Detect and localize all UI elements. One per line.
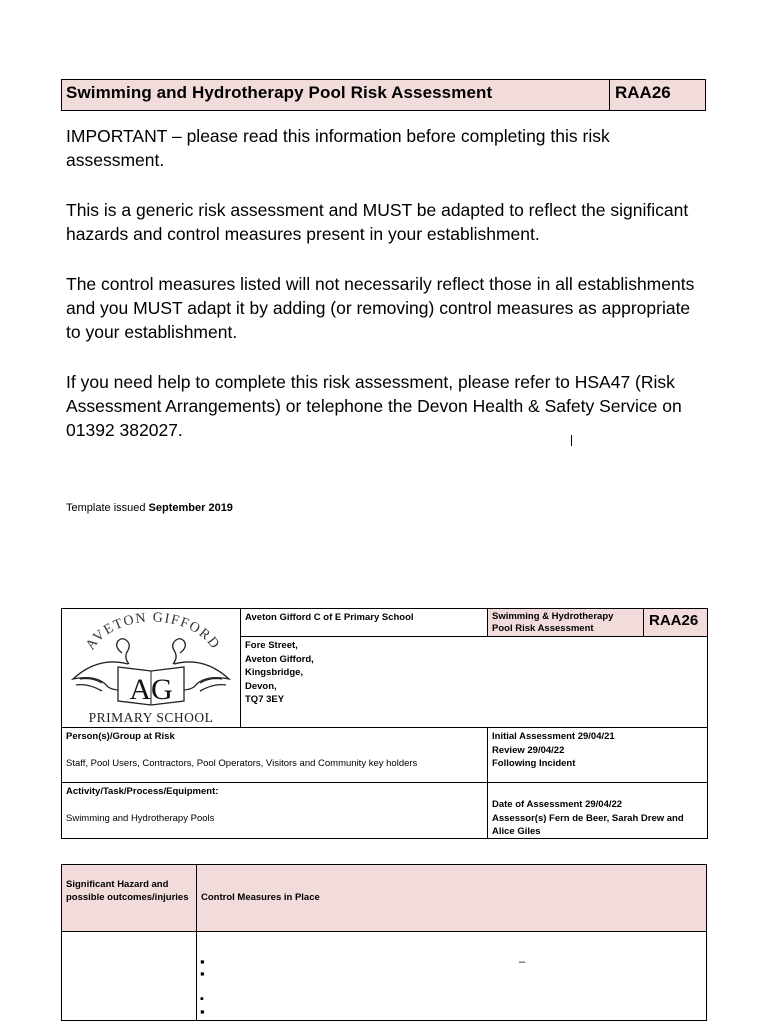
template-issued-label: Template issued [66,502,149,514]
persons-at-risk-value: Staff, Pool Users, Contractors, Pool Operators, Visitors and Community key holders [66,757,418,769]
activity-value: Swimming and Hydrotherapy Pools [66,812,215,824]
svg-text:AVETON GIFFORD [83,610,222,652]
control-measures-cell [196,931,707,1021]
intro-important: IMPORTANT – please read this information before completing this risk assessment. [66,126,610,170]
address-line: Fore Street, [245,640,298,651]
bullet-icon: ▪ [200,966,205,981]
assessment-dates-cell [487,727,708,783]
document-header-bar [61,79,706,111]
logo-top-text: AVETON GIFFORD [83,610,223,653]
address-line: Aveton Gifford, [245,653,314,665]
intro-control-measures: The control measures listed will not necessarily reflect those in all establishments and you MUST adapt it by adding (or removing) control measures as appropriate to your establishment. [66,274,695,342]
date-of-assessment: Date of Assessment 29/04/22 [492,799,623,810]
template-issued-date: September 2019 [148,502,233,514]
assessors-cell [487,782,708,839]
intro-help-end: . [177,420,183,440]
template-issued-note [66,502,233,514]
intro-help-text: If you need help to complete this risk assessment, please refer to HSA47 (Risk Assessment Arrangements) or telephone the Devon Health & Safety Service on [66,372,682,416]
hazard-table [61,864,707,1021]
intro-generic: This is a generic risk assessment and MUST be adapted to reflect the significant hazards and control measures present in your establishment. [66,200,689,244]
text-cursor [571,435,572,446]
address-line: Devon, [245,680,277,692]
hazard-column-header-text: Significant Hazard and possible outcomes/injuries [66,879,189,903]
document-title: Swimming and Hydrotherapy Pool Risk Assessment [66,83,493,102]
assessment-title-line2: Pool Risk Assessment [492,623,594,634]
address-line: Kingsbridge, [245,667,304,678]
document-code: RAA26 [615,83,671,102]
bullet-icon: ▪ [200,1004,205,1019]
activity-label: Activity/Task/Process/Equipment: [66,786,219,797]
assessment-title-line1: Swimming & Hydrotherapy [492,611,614,622]
following-incident: Following Incident [492,758,576,769]
intro-help [66,370,706,442]
address-line: TQ7 3EY [245,694,285,705]
bullet-icon: ▪ [200,993,204,1005]
logo-initials: AG [129,673,173,706]
persons-at-risk-cell [61,727,488,783]
logo-bottom-text: PRIMARY SCHOOL [88,710,214,725]
school-logo [62,609,240,727]
school-name: Aveton Gifford C of E Primary School [245,612,414,623]
help-phone-number: 01392 382027 [66,420,178,440]
review-date: Review 29/04/22 [492,744,565,756]
hazard-column-header [61,864,197,932]
assessment-code-cell [643,608,708,637]
school-address-cell [240,636,708,728]
school-name-cell [240,608,488,637]
assessment-code: RAA26 [649,612,699,629]
header-divider [609,80,610,110]
bullet-icon: ▪ [200,954,205,969]
activity-cell [61,782,488,839]
assessors: Assessor(s) Fern de Beer, Sarah Drew and Alice Giles [492,812,684,837]
school-logo-cell [61,608,241,728]
school-info-table [61,608,708,839]
control-measures-column-header [196,864,707,932]
assessment-title-cell [487,608,644,637]
dash-mark: – [519,956,526,968]
control-measures-column-header-text: Control Measures in Place [201,892,320,903]
initial-assessment: Initial Assessment 29/04/21 [492,731,615,742]
hazard-cell [61,931,197,1021]
persons-at-risk-label: Person(s)/Group at Risk [66,731,175,742]
